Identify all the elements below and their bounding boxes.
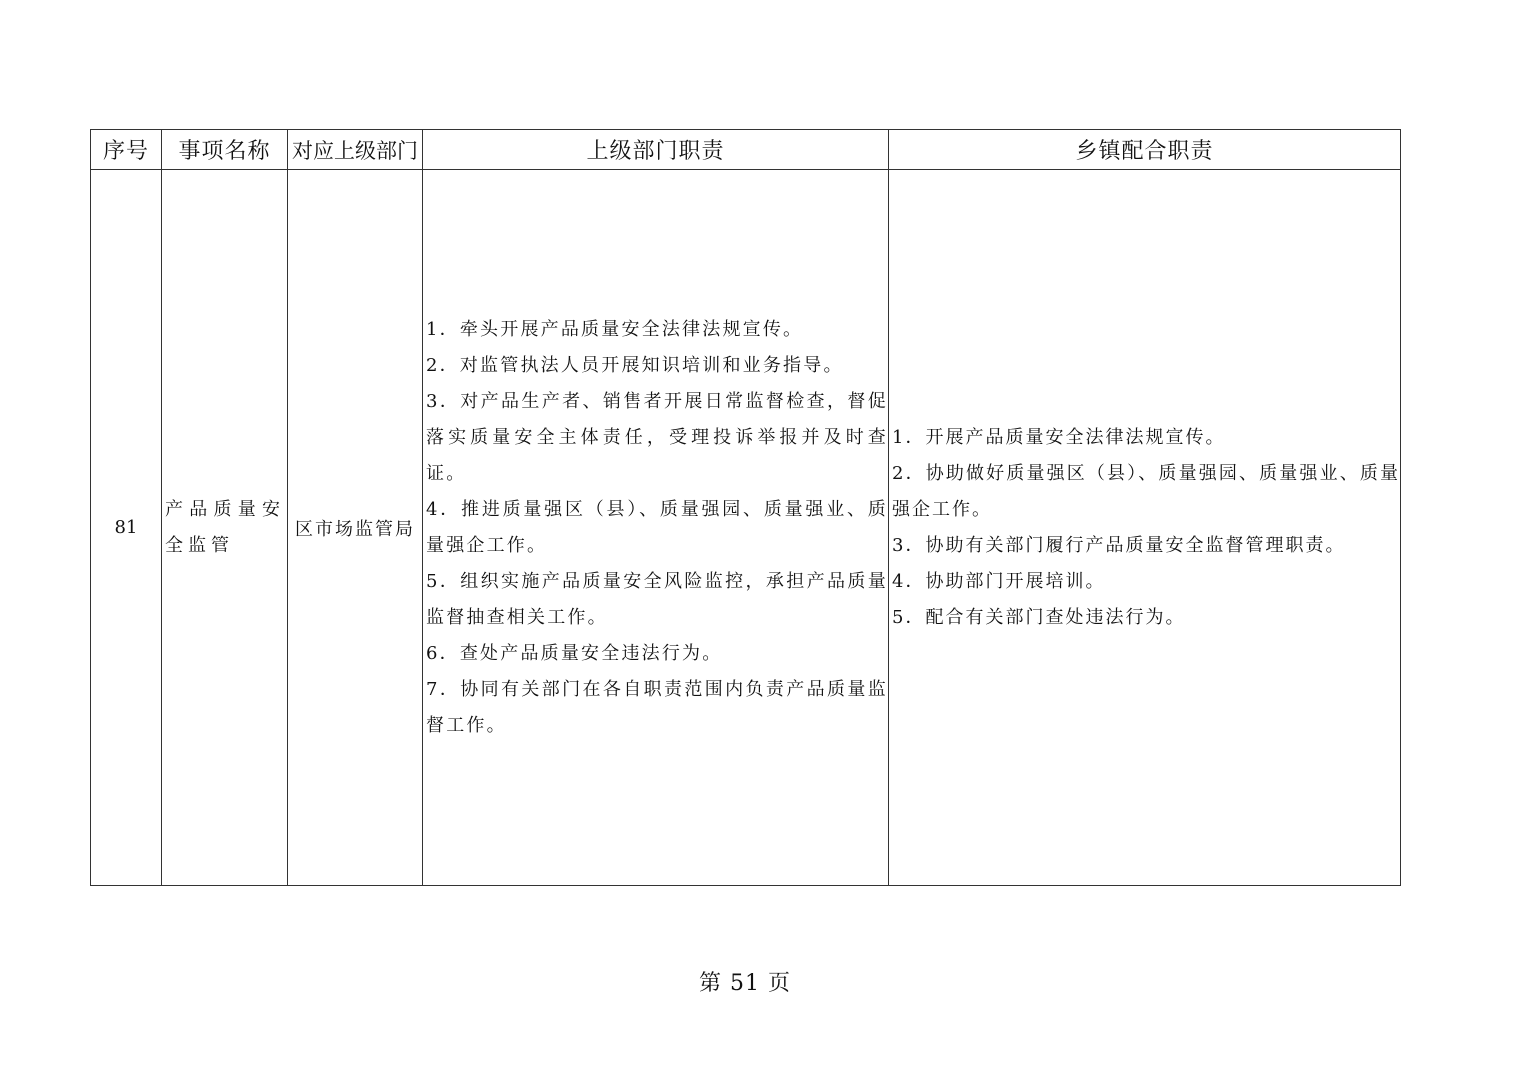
upper-duties-list bbox=[423, 312, 888, 744]
header-town-duties: 乡镇配合职责 bbox=[889, 130, 1401, 170]
list-item: 5．配合有关部门查处违法行为。 bbox=[892, 606, 1186, 628]
list-item: 1．开展产品质量安全法律法规宣传。 bbox=[892, 426, 1226, 448]
header-upper-duties: 上级部门职责 bbox=[423, 130, 889, 170]
cell-dept: 区市场监管局 bbox=[288, 170, 423, 886]
list-item: 4．推进质量强区（县）、质量强园、质量强业、质量强企工作。 bbox=[426, 498, 888, 556]
list-item: 4．协助部门开展培训。 bbox=[892, 570, 1106, 592]
table-row bbox=[91, 170, 1401, 886]
duty-table bbox=[90, 129, 1401, 886]
town-duties-list bbox=[889, 420, 1400, 636]
header-item-name: 事项名称 bbox=[162, 130, 288, 170]
list-item: 5．组织实施产品质量安全风险监控，承担产品质量监督抽查相关工作。 bbox=[426, 570, 888, 628]
list-item: 2．对监管执法人员开展知识培训和业务指导。 bbox=[426, 354, 844, 376]
header-dept: 对应上级部门 bbox=[288, 130, 423, 170]
list-item: 6．查处产品质量安全违法行为。 bbox=[426, 642, 723, 664]
cell-item-name: 产品质量安全监管 bbox=[162, 170, 288, 886]
cell-seq: 81 bbox=[91, 170, 162, 886]
cell-upper-duties bbox=[423, 170, 889, 886]
page-number: 第 51 页 bbox=[699, 971, 791, 996]
list-item: 7．协同有关部门在各自职责范围内负责产品质量监督工作。 bbox=[426, 678, 888, 736]
table-header-row bbox=[91, 130, 1401, 170]
list-item: 2．协助做好质量强区（县）、质量强园、质量强业、质量强企工作。 bbox=[892, 462, 1400, 520]
header-seq: 序号 bbox=[91, 130, 162, 170]
list-item: 3．对产品生产者、销售者开展日常监督检查，督促落实质量安全主体责任，受理投诉举报并及时查证。 bbox=[426, 390, 888, 484]
list-item: 1．牵头开展产品质量安全法律法规宣传。 bbox=[426, 318, 804, 340]
list-item: 3．协助有关部门履行产品质量安全监督管理职责。 bbox=[892, 534, 1346, 556]
cell-town-duties bbox=[889, 170, 1401, 886]
